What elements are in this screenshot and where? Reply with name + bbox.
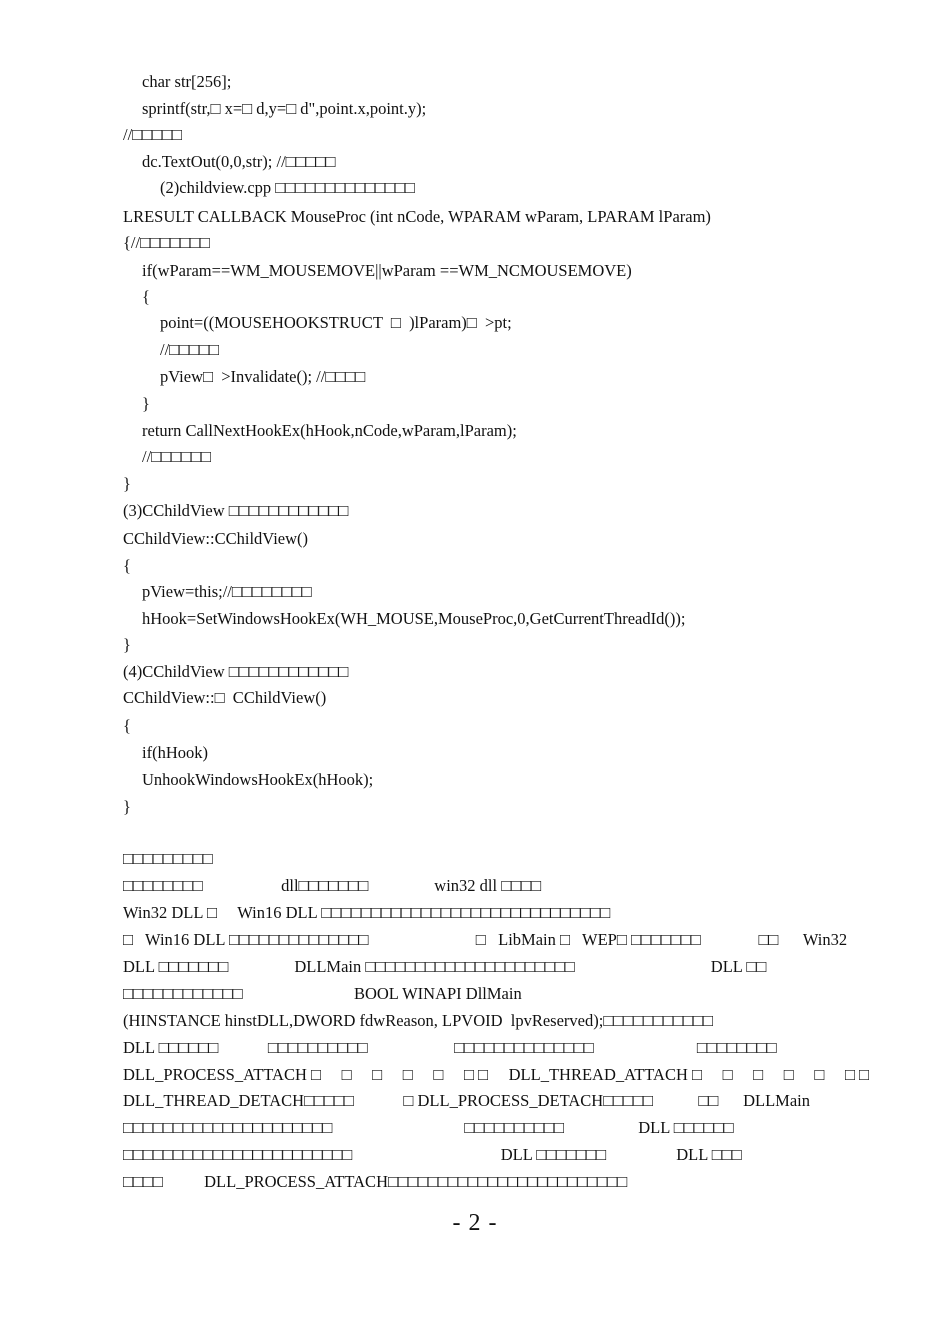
code-comment-line: //□□□□□□: [142, 447, 211, 466]
body-text-line: DLL_THREAD_DETACH□□□□□ □ DLL_PROCESS_DETACH□□□□□ □□ DLLMain: [123, 1091, 810, 1110]
body-text-line: □□□□□□□□ dll□□□□□□□ win32 dll □□□□: [123, 876, 542, 895]
code-line: pView□ >Invalidate(); //□□□□: [160, 367, 366, 386]
section-title: □□□□□□□□□: [123, 849, 213, 868]
code-line: {: [123, 716, 131, 735]
code-comment-line: //□□□□□: [123, 125, 182, 144]
code-line: {: [123, 556, 131, 575]
body-text-line: DLL □□□□□□□ DLLMain □□□□□□□□□□□□□□□□□□□□□ DLL □□: [123, 957, 767, 976]
code-line: }: [123, 635, 131, 654]
code-line: CChildView::□ CChildView(): [123, 688, 327, 707]
code-line: {//□□□□□□□: [123, 233, 210, 252]
section-heading: (3)CChildView □□□□□□□□□□□□: [123, 501, 349, 520]
code-line: sprintf(str,□ x=□ d,y=□ d",point.x,point.y);: [142, 99, 427, 118]
code-line: if(wParam==WM_MOUSEMOVE||wParam ==WM_NCMOUSEMOVE): [142, 261, 632, 280]
body-text-line: (HINSTANCE hinstDLL,DWORD fdwReason, LPVOID lpvReserved);□□□□□□□□□□□: [123, 1011, 713, 1030]
code-line: dc.TextOut(0,0,str); //□□□□□: [142, 152, 336, 171]
code-line: hHook=SetWindowsHookEx(WH_MOUSE,MouseProc,0,GetCurrentThreadId());: [142, 609, 686, 628]
function-signature: LRESULT CALLBACK MouseProc (int nCode, WPARAM wParam, LPARAM lParam): [123, 207, 711, 226]
code-line: }: [142, 394, 150, 413]
section-heading: (4)CChildView □□□□□□□□□□□□: [123, 662, 349, 681]
code-line: UnhookWindowsHookEx(hHook);: [142, 770, 374, 789]
code-comment-line: //□□□□□: [160, 340, 219, 359]
code-line: }: [123, 474, 131, 493]
body-text-line: □ Win16 DLL □□□□□□□□□□□□□□ □ LibMain □ WEP□ □□□□□□□ □□ Win32: [123, 930, 848, 949]
code-line: {: [142, 287, 150, 306]
code-line: point=((MOUSEHOOKSTRUCT □ )lParam)□ >pt;: [160, 313, 512, 332]
code-line: char str[256];: [142, 72, 232, 91]
code-line: }: [123, 797, 131, 816]
body-text-line: □□□□□□□□□□□□□□□□□□□□□□□ DLL □□□□□□□ DLL □□□: [123, 1145, 742, 1164]
body-text-line: Win32 DLL □ Win16 DLL □□□□□□□□□□□□□□□□□□□□□□□□□□□□□: [123, 903, 611, 922]
body-text-line: □□□□□□□□□□□□□□□□□□□□□ □□□□□□□□□□ DLL □□□□□□: [123, 1118, 734, 1137]
body-text-line: □□□□ DLL_PROCESS_ATTACH□□□□□□□□□□□□□□□□□□□□□□□□: [123, 1172, 628, 1191]
code-line: return CallNextHookEx(hHook,nCode,wParam,lParam);: [142, 421, 517, 440]
body-text-line: DLL □□□□□□ □□□□□□□□□□ □□□□□□□□□□□□□□ □□□□□□□□: [123, 1038, 777, 1057]
body-text-line: DLL_PROCESS_ATTACH □ □ □ □ □ □ □ DLL_THREAD_ATTACH □ □ □ □ □ □ □: [123, 1065, 870, 1084]
section-heading: (2)childview.cpp □□□□□□□□□□□□□□: [160, 178, 415, 197]
code-line: if(hHook): [142, 743, 208, 762]
code-line: CChildView::CChildView(): [123, 529, 309, 548]
page-number: - 2 -: [452, 1210, 498, 1236]
code-line: pView=this;//□□□□□□□□: [142, 582, 312, 601]
body-text-line: □□□□□□□□□□□□ BOOL WINAPI DllMain: [123, 984, 522, 1003]
